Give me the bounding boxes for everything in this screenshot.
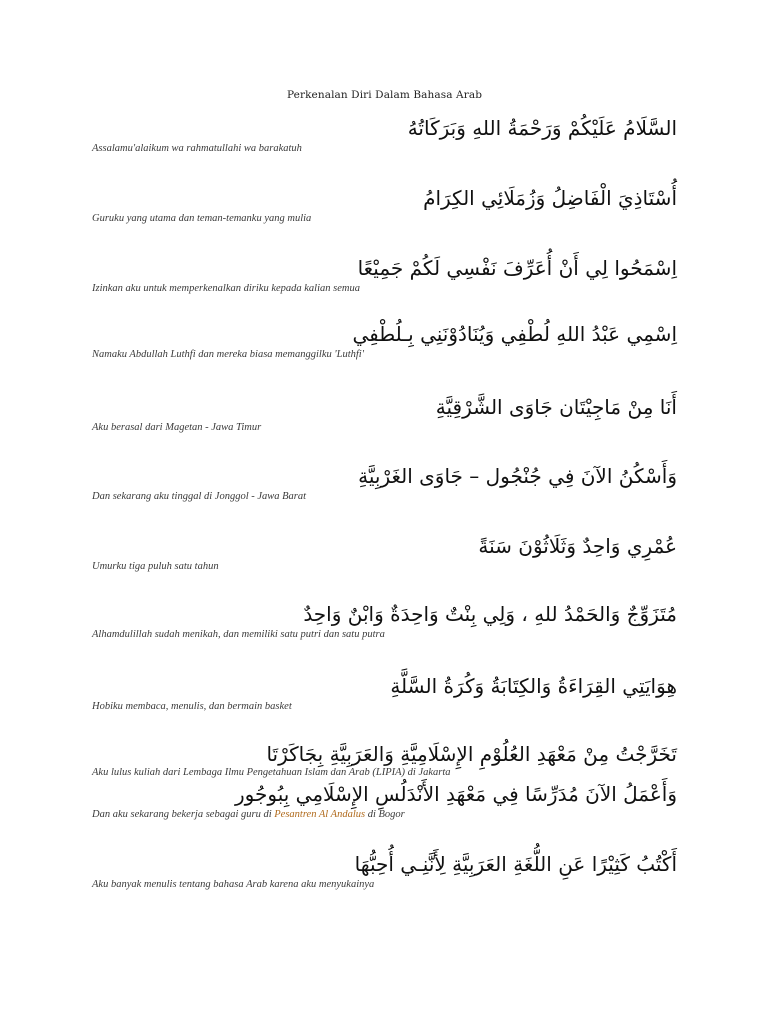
arabic-text: اِسْمَحُوا لِي أَنْ أُعَرِّفَ نَفْسِي لَكُمْ جَمِيْعًا — [357, 256, 677, 280]
entry-name — [92, 320, 677, 362]
entry-audience — [92, 184, 677, 226]
translation-text: Hobiku membaca, menulis, dan bermain basket — [92, 701, 292, 712]
translation-text: Alhamdulillah sudah menikah, dan memiliki satu putri dan satu putra — [92, 629, 385, 640]
translation-text: Aku berasal dari Magetan - Jawa Timur — [92, 422, 262, 433]
arabic-text: أَنَا مِنْ مَاجِيْتَان جَاوَى الشَّرْقِيَّةِ — [435, 395, 677, 419]
arabic-text: وَأَعْمَلُ الآنَ مُدَرِّسًا فِي مَعْهَدِ الأَنْدَلُسِ الإِسْلَامِي بِبُوجُور — [235, 782, 677, 806]
entry-permission — [92, 254, 677, 296]
arabic-text: عُمْرِي وَاحِدٌ وَثَلَاثُوْنَ سَنَةً — [478, 534, 677, 558]
arabic-text: أَكْتُبُ كَثِيْرًا عَنِ اللُّغَةِ العَرَبِيَّةِ لِأَنَّنِـي أُحِبُّهَا — [354, 852, 677, 876]
pesantren-link[interactable]: Pesantren Al Andalus — [274, 809, 366, 820]
translation-text: Assalamu'alaikum wa rahmatullahi wa barakatuh — [92, 143, 302, 154]
translation-text — [92, 808, 677, 822]
entry-residence — [92, 462, 677, 504]
translation-text: Aku banyak menulis tentang bahasa Arab karena aku menyukainya — [92, 879, 375, 890]
translation-text: Aku lulus kuliah dari Lembaga Ilmu Pengetahuan Islam dan Arab (LIPIA) di Jakarta — [92, 767, 451, 778]
arabic-text: تَخَرَّجْتُ مِنْ مَعْهَدِ العُلُوْمِ الإِسْلَامِيَّةِ وَالعَرَبِيَّةِ بِجَاكَرْتَا — [266, 742, 677, 766]
entry-family — [92, 600, 677, 642]
translation-text-before: Dan aku sekarang bekerja sebagai guru di — [92, 809, 275, 820]
entry-origin — [92, 393, 677, 435]
entry-education — [92, 740, 677, 780]
entry-greeting — [92, 114, 677, 156]
arabic-text: وَأَسْكُنُ الآنَ فِي جُنْجُول – جَاوَى الغَرْبِيَّةِ — [358, 464, 677, 488]
arabic-text: أُسْتَاذِيَ الْفَاضِلُ وَزُمَلَائِي الكِرَامُ — [423, 186, 677, 210]
translation-text-after: di Bogor — [365, 809, 405, 820]
translation-text: Umurku tiga puluh satu tahun — [92, 561, 219, 572]
translation-text: Izinkan aku untuk memperkenalkan diriku kepada kalian semua — [92, 283, 360, 294]
document-title: Perkenalan Diri Dalam Bahasa Arab — [286, 89, 483, 101]
translation-text: Namaku Abdullah Luthfi dan mereka biasa memanggilku 'Luthfi' — [92, 349, 364, 360]
translation-text: Dan sekarang aku tinggal di Jonggol - Jawa Barat — [92, 491, 307, 502]
entry-age — [92, 532, 677, 574]
entry-hobbies — [92, 672, 677, 714]
entry-work — [92, 780, 677, 822]
document-page — [92, 0, 677, 1024]
arabic-text: اِسْمِي عَبْدُ اللهِ لُطْفِي وَيُنَادُوْنَنِي بِـلُطْفِي — [352, 322, 677, 346]
arabic-text: هِوَايَتِي القِرَاءَةُ وَالكِتَابَةُ وَكُرَةُ السَّلَّةِ — [390, 674, 677, 698]
arabic-text: السَّلَامُ عَلَيْكُمْ وَرَحْمَةُ اللهِ وَبَرَكَاتُهُ — [407, 116, 677, 140]
arabic-text: مُتَزَوِّجٌ وَالحَمْدُ للهِ ، وَلِي بِنْتٌ وَاحِدَةٌ وَابْنٌ وَاحِدٌ — [303, 602, 677, 626]
entry-writing — [92, 850, 677, 892]
translation-text: Guruku yang utama dan teman-temanku yang mulia — [92, 213, 312, 224]
